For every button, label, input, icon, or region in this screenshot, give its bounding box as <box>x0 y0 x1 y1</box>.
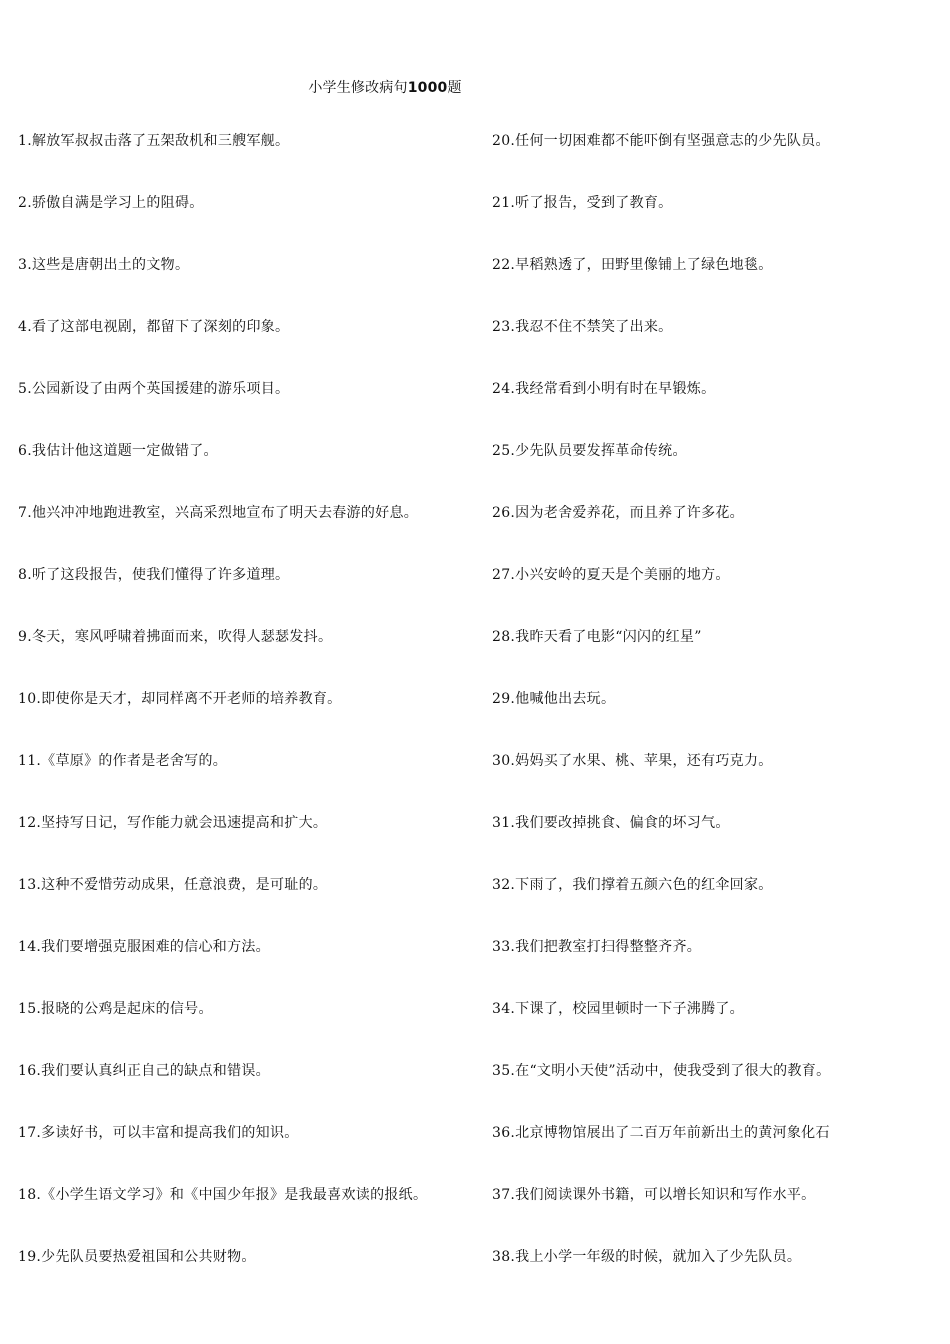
list-item: 8.听了这段报告，使我们懂得了许多道理。 <box>18 567 290 583</box>
list-item: 11.《草原》的作者是老舍写的。 <box>18 753 228 769</box>
list-item: 20.任何一切困难都不能吓倒有坚强意志的少先队员。 <box>492 133 830 149</box>
list-item: 9.冬天，寒风呼啸着拂面而来，吹得人瑟瑟发抖。 <box>18 629 333 645</box>
list-item: 25.少先队员要发挥革命传统。 <box>492 443 687 459</box>
list-item: 21.听了报告，受到了教育。 <box>492 195 673 211</box>
list-item: 22.早稻熟透了，田野里像铺上了绿色地毯。 <box>492 257 773 273</box>
list-item: 23.我忍不住不禁笑了出来。 <box>492 319 673 335</box>
list-item: 18.《小学生语文学习》和《中国少年报》是我最喜欢读的报纸。 <box>18 1187 428 1203</box>
title-prefix: 小学生修改病句 <box>308 80 408 96</box>
title-suffix: 题 <box>447 80 462 96</box>
list-item: 15.报晓的公鸡是起床的信号。 <box>18 1001 213 1017</box>
title-number: 1000 <box>407 80 448 96</box>
list-item: 3.这些是唐朝出土的文物。 <box>18 257 190 273</box>
list-item: 5.公园新设了由两个英国援建的游乐项目。 <box>18 381 290 397</box>
list-item: 16.我们要认真纠正自己的缺点和错误。 <box>18 1063 270 1079</box>
list-item: 4.看了这部电视剧，都留下了深刻的印象。 <box>18 319 290 335</box>
list-item: 34.下课了，校园里顿时一下子沸腾了。 <box>492 1001 744 1017</box>
list-item: 37.我们阅读课外书籍，可以增长知识和写作水平。 <box>492 1187 816 1203</box>
list-item: 28.我昨天看了电影“闪闪的红星” <box>492 629 702 645</box>
list-item: 7.他兴冲冲地跑进教室，兴高采烈地宣布了明天去春游的好息。 <box>18 505 419 521</box>
list-item: 29.他喊他出去玩。 <box>492 691 616 707</box>
list-item: 31.我们要改掉挑食、偏食的坏习气。 <box>492 815 730 831</box>
page-title <box>0 78 770 98</box>
list-item: 38.我上小学一年级的时候，就加入了少先队员。 <box>492 1249 802 1265</box>
list-item: 36.北京博物馆展出了二百万年前新出土的黄河象化石 <box>492 1125 830 1141</box>
list-item: 19.少先队员要热爱祖国和公共财物。 <box>18 1249 256 1265</box>
list-item: 12.坚持写日记，写作能力就会迅速提高和扩大。 <box>18 815 328 831</box>
list-item: 26.因为老舍爱养花，而且养了许多花。 <box>492 505 744 521</box>
list-item: 24.我经常看到小明有时在早锻炼。 <box>492 381 716 397</box>
list-item: 32.下雨了，我们撑着五颜六色的红伞回家。 <box>492 877 773 893</box>
list-item: 13.这种不爱惜劳动成果，任意浪费，是可耻的。 <box>18 877 328 893</box>
list-item: 2.骄傲自满是学习上的阻碍。 <box>18 195 204 211</box>
list-item: 33.我们把教室打扫得整整齐齐。 <box>492 939 702 955</box>
list-item: 1.解放军叔叔击落了五架敌机和三艘军舰。 <box>18 133 290 149</box>
list-item: 6.我估计他这道题一定做错了。 <box>18 443 218 459</box>
list-item: 30.妈妈买了水果、桃、苹果，还有巧克力。 <box>492 753 773 769</box>
list-item: 14.我们要增强克服困难的信心和方法。 <box>18 939 270 955</box>
list-item: 10.即使你是天才，却同样离不开老师的培养教育。 <box>18 691 342 707</box>
list-item: 35.在“文明小天使”活动中，使我受到了很大的教育。 <box>492 1063 831 1079</box>
list-item: 17.多读好书，可以丰富和提高我们的知识。 <box>18 1125 299 1141</box>
list-item: 27.小兴安岭的夏天是个美丽的地方。 <box>492 567 730 583</box>
